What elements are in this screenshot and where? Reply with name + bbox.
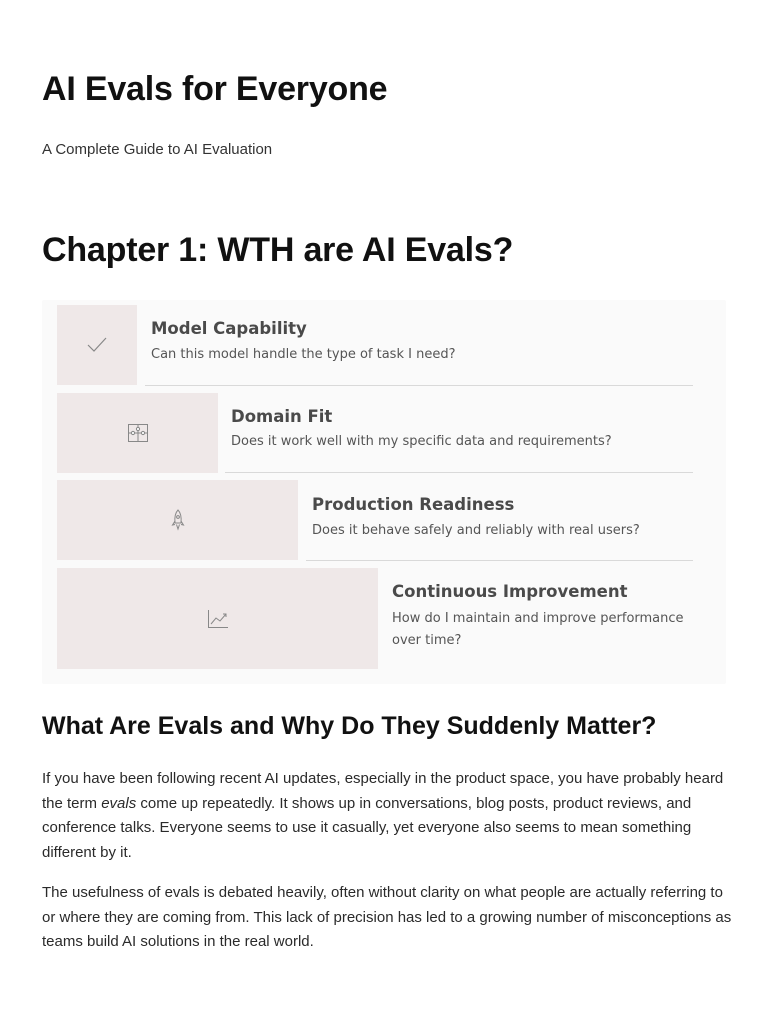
step-title: Model Capability [151, 319, 307, 338]
page-subtitle: A Complete Guide to AI Evaluation [42, 141, 273, 158]
step-divider [145, 385, 693, 386]
step-text-domain-fit [231, 407, 711, 453]
page-title: AI Evals for Everyone [42, 70, 388, 108]
step-divider [225, 472, 693, 473]
rocket-icon [171, 509, 185, 531]
step-block-model-capability [57, 305, 137, 385]
step-divider [306, 560, 693, 561]
step-description: Can this model handle the type of task I need? [151, 347, 456, 362]
step-description: Does it behave safely and reliably with real users? [312, 523, 640, 538]
emphasis-term: evals [101, 794, 137, 812]
step-text-model-capability [151, 319, 711, 366]
step-title: Continuous Improvement [392, 582, 628, 601]
section-heading: What Are Evals and Why Do They Suddenly Matter? [42, 712, 657, 740]
paragraph-text: If you have been following recent AI updates, especially in the product space, you have probably heard the term [42, 770, 724, 812]
paragraph-text: come up repeatedly. It shows up in conversations, blog posts, product reviews, and conference talks. Everyone seems to use it casually, yet everyone also seems to mean something different by it. [42, 794, 692, 862]
step-title: Domain Fit [231, 407, 333, 426]
step-block-production-readiness [57, 480, 298, 560]
step-text-production-readiness [312, 495, 712, 542]
body-paragraph [42, 767, 732, 866]
check-icon [86, 336, 108, 354]
trend-chart-icon [207, 609, 229, 629]
step-description: How do I maintain and improve performance over time? [392, 611, 684, 648]
step-text-continuous-improvement [392, 582, 692, 652]
evals-staircase-diagram [42, 300, 726, 684]
step-block-continuous-improvement [57, 568, 378, 669]
puzzle-icon [127, 423, 149, 443]
step-block-domain-fit [57, 393, 218, 473]
step-title: Production Readiness [312, 495, 515, 514]
step-description: Does it work well with my specific data and requirements? [231, 434, 612, 449]
chapter-title: Chapter 1: WTH are AI Evals? [42, 231, 514, 269]
body-paragraph: The usefulness of evals is debated heavily, often without clarity on what people are actually referring to or where they are coming from. This lack of precision has led to a growing number of misconceptions as teams build AI solutions in the real world. [42, 884, 732, 951]
